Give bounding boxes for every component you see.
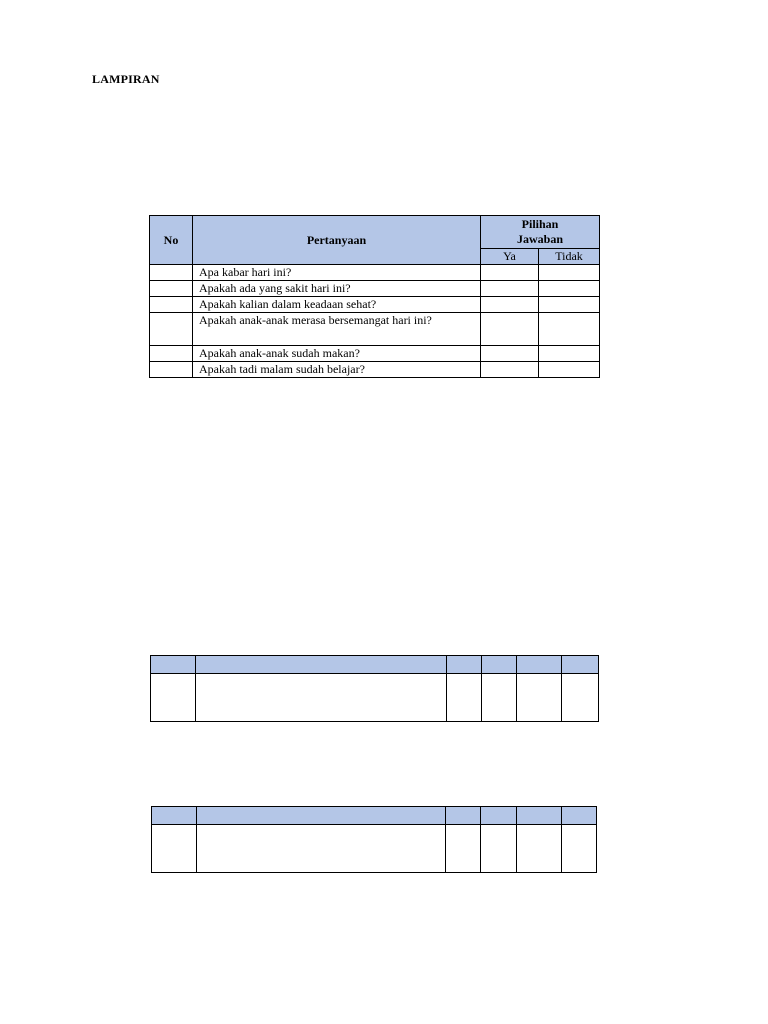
- no-answer-cell: [539, 297, 600, 313]
- yes-cell: [481, 265, 539, 281]
- blank-table: [151, 806, 597, 873]
- yes-cell: [481, 297, 539, 313]
- no-answer-cell: [539, 281, 600, 297]
- header-yes: Ya: [481, 249, 539, 265]
- yes-cell: [481, 362, 539, 378]
- blank-cell: [517, 674, 562, 722]
- blank-header-cell: [562, 807, 597, 825]
- blank-cell: [197, 825, 446, 873]
- row-number-cell: [150, 313, 193, 346]
- blank-table: [150, 655, 599, 722]
- table-row: [150, 281, 600, 297]
- blank-header-cell: [562, 656, 599, 674]
- question-cell: Apakah anak-anak sudah makan?: [193, 346, 481, 362]
- blank-cell: [481, 825, 517, 873]
- header-no-answer: Tidak: [539, 249, 600, 265]
- question-cell: Apakah kalian dalam keadaan sehat?: [193, 297, 481, 313]
- blank-header-cell: [517, 656, 562, 674]
- blank-header-row: [152, 807, 597, 825]
- question-cell: Apakah ada yang sakit hari ini?: [193, 281, 481, 297]
- blank-cell: [562, 674, 599, 722]
- blank-header-cell: [197, 807, 446, 825]
- blank-body-row: [151, 674, 599, 722]
- table-row: [150, 362, 600, 378]
- blank-header-cell: [447, 656, 482, 674]
- yes-cell: [481, 346, 539, 362]
- table-row: [150, 265, 600, 281]
- blank-header-cell: [151, 656, 196, 674]
- no-answer-cell: [539, 346, 600, 362]
- header-no: No: [150, 216, 193, 265]
- blank-cell: [447, 674, 482, 722]
- row-number-cell: [150, 281, 193, 297]
- blank-cell: [446, 825, 481, 873]
- row-number-cell: [150, 346, 193, 362]
- header-question: Pertanyaan: [193, 216, 481, 265]
- blank-cell: [196, 674, 447, 722]
- table-row: [150, 346, 600, 362]
- blank-header-cell: [481, 807, 517, 825]
- yes-cell: [481, 313, 539, 346]
- no-answer-cell: [539, 265, 600, 281]
- blank-cell: [562, 825, 597, 873]
- row-number-cell: [150, 362, 193, 378]
- blank-header-cell: [196, 656, 447, 674]
- blank-header-cell: [446, 807, 481, 825]
- header-answer-choice: Pilihan Jawaban: [481, 216, 600, 249]
- survey-table: [149, 215, 600, 378]
- no-answer-cell: [539, 313, 600, 346]
- no-answer-cell: [539, 362, 600, 378]
- page-heading: LAMPIRAN: [92, 72, 160, 86]
- blank-cell: [151, 674, 196, 722]
- blank-header-cell: [517, 807, 562, 825]
- question-cell: Apa kabar hari ini?: [193, 265, 481, 281]
- blank-body-row: [152, 825, 597, 873]
- table-row: [150, 297, 600, 313]
- row-number-cell: [150, 297, 193, 313]
- table-row: [150, 313, 600, 346]
- question-cell: Apakah tadi malam sudah belajar?: [193, 362, 481, 378]
- blank-cell: [517, 825, 562, 873]
- blank-header-cell: [152, 807, 197, 825]
- question-cell: Apakah anak-anak merasa bersemangat hari ini?: [193, 313, 481, 346]
- blank-header-cell: [482, 656, 517, 674]
- blank-header-row: [151, 656, 599, 674]
- blank-cell: [482, 674, 517, 722]
- yes-cell: [481, 281, 539, 297]
- blank-cell: [152, 825, 197, 873]
- row-number-cell: [150, 265, 193, 281]
